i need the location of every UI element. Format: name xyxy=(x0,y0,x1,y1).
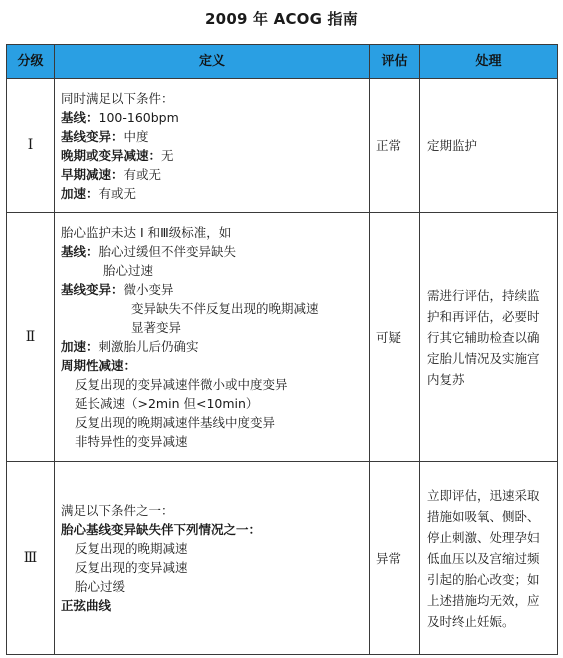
definition-line: 加速：有或无 xyxy=(61,185,137,201)
definition-line: 胎心监护未达 Ⅰ 和Ⅲ级标准，如 xyxy=(61,225,232,240)
definition-line: 显著变异 xyxy=(131,320,182,335)
definition-line: 反复出现的变异减速伴微小或中度变异 xyxy=(75,377,288,392)
definition-line: 延长减速（>2min 但<10min） xyxy=(75,396,259,411)
grade-cell: Ⅲ xyxy=(7,462,55,655)
header-definition: 定义 xyxy=(55,45,370,79)
table-row xyxy=(7,79,558,213)
definition-cell xyxy=(55,79,370,213)
definition-line: 加速：刺激胎儿后仍确实 xyxy=(61,339,199,354)
definition-line: 非特异性的变异减速 xyxy=(75,434,188,449)
definition-line: 基线：胎心过缓但不伴变异缺失 xyxy=(61,244,237,259)
definition-line: 基线变异：微小变异 xyxy=(61,282,174,297)
definition-line: 基线：100-160bpm xyxy=(61,109,179,125)
definition-line: 周期性减速： xyxy=(61,358,137,373)
evaluation-cell: 正常 xyxy=(370,79,420,213)
guideline-table xyxy=(6,44,558,655)
action-cell: 需进行评估，持续监护和再评估，必要时行其它辅助检查以确定胎儿情况及实施宫内复苏 xyxy=(420,213,558,462)
action-cell: 立即评估，迅速采取措施如吸氧、侧卧、停止刺激、处理孕妇低血压以及宫缩过频引起的胎心改变；如上述措施均无效，应及时终止妊娠。 xyxy=(420,462,558,655)
definition-line: 变异缺失不伴反复出现的晚期减速 xyxy=(131,301,319,316)
definition-line: 反复出现的晚期减速伴基线中度变异 xyxy=(75,415,276,430)
table-row xyxy=(7,213,558,462)
definition-line: 基线变异：中度 xyxy=(61,128,149,144)
grade-cell: Ⅱ xyxy=(7,213,55,462)
evaluation-cell: 可疑 xyxy=(370,213,420,462)
definition-cell xyxy=(55,213,370,462)
definition-line: 反复出现的晚期减速 xyxy=(75,541,188,556)
definition-line: 胎心过速 xyxy=(103,263,154,278)
grade-cell: Ⅰ xyxy=(7,79,55,213)
definition-line: 晚期或变异减速：无 xyxy=(61,147,174,163)
header-evaluation: 评估 xyxy=(370,45,420,79)
definition-line: 胎心过缓 xyxy=(75,579,126,594)
definition-line: 满足以下条件之一： xyxy=(61,503,174,518)
definition-line: 反复出现的变异减速 xyxy=(75,560,188,575)
definition-cell xyxy=(55,462,370,655)
table-row xyxy=(7,462,558,655)
action-cell: 定期监护 xyxy=(420,79,558,213)
evaluation-cell: 异常 xyxy=(370,462,420,655)
header-grade: 分级 xyxy=(7,45,55,79)
page-title: 2009 年 ACOG 指南 xyxy=(205,10,358,28)
definition-line: 胎心基线变异缺失伴下列情况之一： xyxy=(61,522,262,537)
table-header-row xyxy=(7,45,558,79)
header-action: 处理 xyxy=(420,45,558,79)
definition-line: 早期减速：有或无 xyxy=(61,166,162,182)
definition-line: 同时满足以下条件： xyxy=(61,90,174,106)
definition-line: 正弦曲线 xyxy=(61,598,112,613)
